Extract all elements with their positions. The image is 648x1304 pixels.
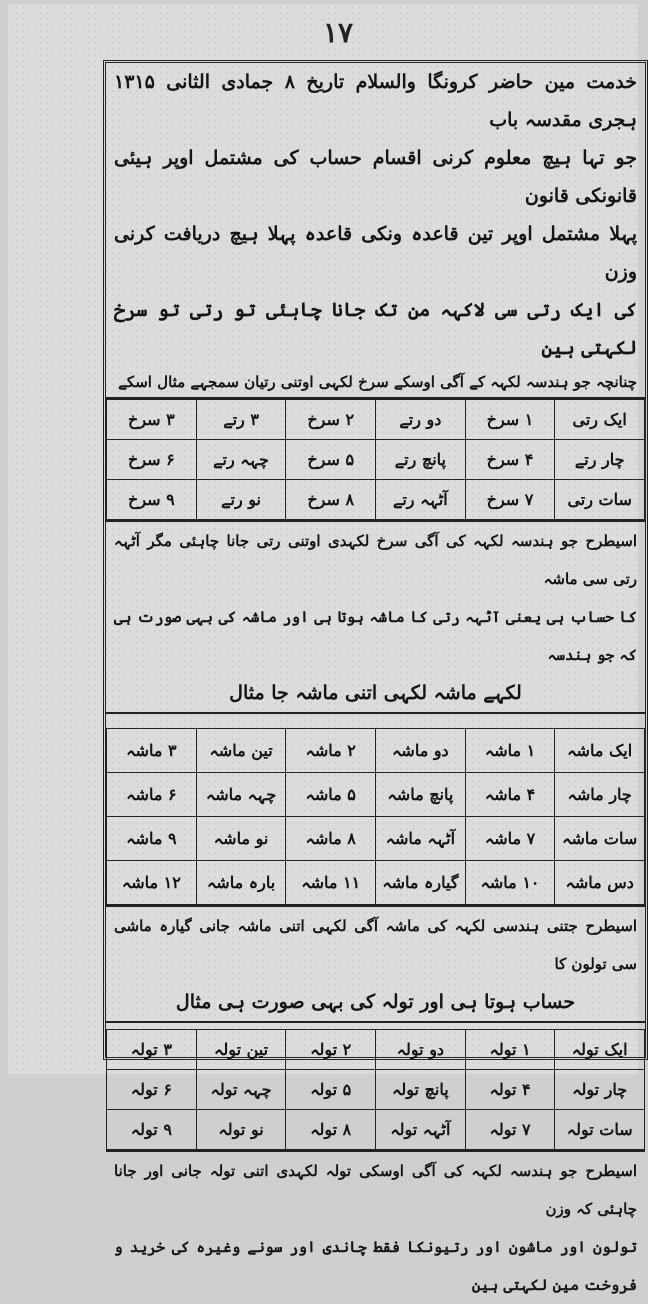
tola-table	[106, 1029, 645, 1150]
table-cell: ۲ تولہ	[286, 1030, 376, 1070]
closing-line: تولون اور ماشون اور رتیونکا فقط چاندی اور سونے وغیرہ کی خرید و فروخت مین لکہتی ہین	[114, 1238, 637, 1294]
table-cell: ۵ سرخ	[286, 440, 376, 480]
table-cell: ۹ سرخ	[107, 480, 197, 520]
table-cell: ۶ سرخ	[107, 440, 197, 480]
masha-line: کا حساب ہی یعنی آٹہہ رتی کا ماشہ ہوتا ہی اور ماشہ کی بہی صورت ہی کہ جو ہندسہ	[114, 608, 637, 664]
table-cell: پانچ ماشہ	[376, 773, 466, 817]
table-cell: ۱۱ ماشہ	[286, 861, 376, 905]
table-cell: تین تولہ	[196, 1030, 286, 1070]
intro-line: چنانچہ جو ہندسہ لکہہ کے آگی اوسکے سرخ لکہی اوتنی رتیان سمجہے مثال اسکے	[118, 373, 637, 391]
table-cell: ۸ سرخ	[286, 480, 376, 520]
table-cell: ۳ ماشہ	[107, 729, 197, 773]
table-cell: سات رتی	[555, 480, 645, 520]
table-row	[107, 1030, 645, 1070]
table-cell: چہہ رتے	[196, 440, 286, 480]
tola-line: اسیطرح جتنی ہندسی لکہہ کی ماشہ آگی لکہی اتنی ماشہ جانی گیارہ ماشی سی تولون کا	[114, 917, 637, 973]
table-cell: ۴ سرخ	[465, 440, 555, 480]
closing-line: اسیطرح جو ہندسہ لکہہ کی آگی اوسکی تولہ لکہدی اتنی تولہ جانی اور جانا چاہئی کہ وزن	[114, 1162, 637, 1218]
table-row	[107, 400, 645, 440]
table-row	[107, 440, 645, 480]
table-cell: ۶ تولہ	[107, 1070, 197, 1110]
table-cell: ۵ ماشہ	[286, 773, 376, 817]
table-cell: ۷ سرخ	[465, 480, 555, 520]
table-cell: سات ماشہ	[555, 817, 645, 861]
table-row	[107, 1070, 645, 1110]
table-cell: دو ماشہ	[376, 729, 466, 773]
table-cell: ۴ تولہ	[465, 1070, 555, 1110]
intro-line: کی ایک رتی سی لاکہہ من تک جانا چاہئی تو رتی تو سرخ لکہتی ہین	[114, 299, 637, 359]
table-cell: ایک ماشہ	[555, 729, 645, 773]
table-cell: دو رتے	[376, 400, 466, 440]
table-row	[107, 480, 645, 520]
table-cell: ۱۲ ماشہ	[107, 861, 197, 905]
table-cell: دو تولہ	[376, 1030, 466, 1070]
table-cell: ۳ سرخ	[107, 400, 197, 440]
table-cell: ۶ ماشہ	[107, 773, 197, 817]
table-row	[107, 773, 645, 817]
table-cell: بارہ ماشہ	[196, 861, 286, 905]
table-cell: ۳ تولہ	[107, 1030, 197, 1070]
table-cell: ۱۰ ماشہ	[465, 861, 555, 905]
page-number: ۱۷	[322, 16, 354, 49]
table-cell: ۸ تولہ	[286, 1110, 376, 1150]
table-cell: دس ماشہ	[555, 861, 645, 905]
table-cell: ایک رتی	[555, 400, 645, 440]
intro-line: خدمت مین حاضر کرونگا والسلام تاریخ ۸ جمادی الثانی ۱۳۱۵ ہجری مقدسہ باب	[114, 71, 637, 131]
masha-table	[106, 728, 645, 905]
table-cell: نو رتے	[196, 480, 286, 520]
tola-paragraph	[106, 905, 645, 1023]
table-cell: ۱ تولہ	[465, 1030, 555, 1070]
table-cell: ایک تولہ	[555, 1030, 645, 1070]
table-cell: ۲ ماشہ	[286, 729, 376, 773]
table-cell: ۸ ماشہ	[286, 817, 376, 861]
table-cell: چہہ تولہ	[196, 1070, 286, 1110]
table-cell: ۱ ماشہ	[465, 729, 555, 773]
intro-line: پہلا مشتمل اوپر تین قاعدہ ونکی قاعدہ پہلا ہیچ دریافت کرنی وزن	[114, 223, 637, 283]
table-cell: سات تولہ	[555, 1110, 645, 1150]
manuscript-page	[8, 4, 638, 1294]
table-cell: چار ماشہ	[555, 773, 645, 817]
table-cell: ۹ تولہ	[107, 1110, 197, 1150]
table-cell: پانچ تولہ	[376, 1070, 466, 1110]
table-cell: چار تولہ	[555, 1070, 645, 1110]
table-row	[107, 861, 645, 905]
table-cell: پانچ رتے	[376, 440, 466, 480]
table-cell: نو ماشہ	[196, 817, 286, 861]
closing-paragraph	[106, 1150, 645, 1304]
table-cell: ۷ تولہ	[465, 1110, 555, 1150]
intro-paragraph	[106, 63, 645, 399]
table-cell: چہہ ماشہ	[196, 773, 286, 817]
table-cell: آٹہہ ماشہ	[376, 817, 466, 861]
text-frame	[103, 60, 648, 1294]
ratti-table	[106, 399, 645, 520]
table-cell: گیارہ ماشہ	[376, 861, 466, 905]
table-cell: آٹہہ رتے	[376, 480, 466, 520]
table-cell: ۲ سرخ	[286, 400, 376, 440]
table-row	[107, 1110, 645, 1150]
table-cell: تین ماشہ	[196, 729, 286, 773]
table-cell: ۴ ماشہ	[465, 773, 555, 817]
table-cell: ۹ ماشہ	[107, 817, 197, 861]
table-cell: ۳ رتے	[196, 400, 286, 440]
tola-heading: حساب ہوتا ہی اور تولہ کی بہی صورت ہی مثال	[175, 991, 576, 1013]
table-cell: نو تولہ	[196, 1110, 286, 1150]
table-cell: ۱ سرخ	[465, 400, 555, 440]
table-cell: چار رتے	[555, 440, 645, 480]
table-cell: آٹہہ تولہ	[376, 1110, 466, 1150]
table-cell: ۷ ماشہ	[465, 817, 555, 861]
masha-line: اسیطرح جو ہندسہ لکہہ کی آگی سرخ لکہدی اوتنی رتی جانا چاہئی مگر آٹہہ رتی سی ماشہ	[114, 532, 637, 588]
table-row	[107, 817, 645, 861]
table-row	[107, 729, 645, 773]
masha-heading: لکہے ماشہ لکہی اتنی ماشہ جا مثال	[229, 682, 522, 704]
masha-paragraph	[106, 520, 645, 714]
table-cell: ۵ تولہ	[286, 1070, 376, 1110]
intro-line: جو تہا ہیچ معلوم کرنی اقسام حساب کی مشتمل اوپر ہیئی قانونکی قانون	[114, 147, 637, 207]
